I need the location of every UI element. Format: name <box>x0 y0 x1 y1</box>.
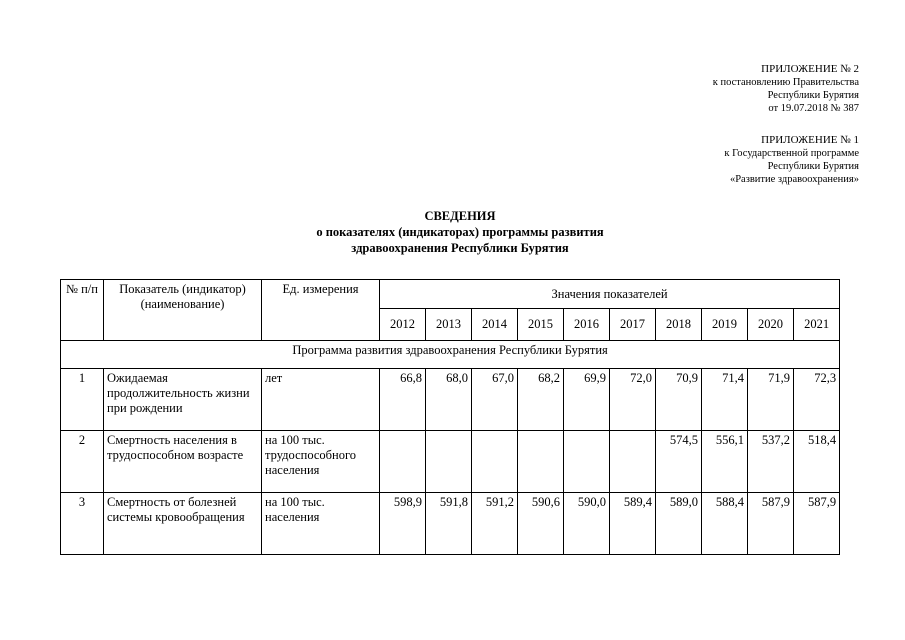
value-cell <box>564 431 610 493</box>
value-cell: 537,2 <box>748 431 794 493</box>
row-unit: на 100 тыс. трудоспособного населения <box>262 431 380 493</box>
indicators-table <box>60 279 840 555</box>
table-header-row <box>61 280 840 309</box>
value-cell <box>518 431 564 493</box>
year-header: 2021 <box>794 309 840 341</box>
year-header: 2012 <box>380 309 426 341</box>
appendix-2-line: к постановлению Правительства <box>712 77 859 88</box>
header-number: № п/п <box>61 280 104 341</box>
row-number: 1 <box>61 369 104 431</box>
value-cell: 589,0 <box>656 493 702 555</box>
value-cell: 67,0 <box>472 369 518 431</box>
value-cell <box>380 431 426 493</box>
value-cell: 587,9 <box>794 493 840 555</box>
appendix-2-block <box>713 62 859 115</box>
value-cell: 71,4 <box>702 369 748 431</box>
year-header: 2019 <box>702 309 748 341</box>
value-cell: 591,8 <box>426 493 472 555</box>
appendix-1-title: ПРИЛОЖЕНИЕ № 1 <box>761 134 859 146</box>
header-unit: Ед. измерения <box>262 280 380 341</box>
value-cell: 72,3 <box>794 369 840 431</box>
row-number: 2 <box>61 431 104 493</box>
appendix-1-line: «Развитие здравоохранения» <box>729 174 859 185</box>
section-title: Программа развития здравоохранения Республики Бурятия <box>61 341 840 369</box>
value-cell <box>610 431 656 493</box>
header-indicator: Показатель (индикатор) (наименование) <box>104 280 262 341</box>
row-unit: лет <box>262 369 380 431</box>
value-cell: 587,9 <box>748 493 794 555</box>
table-row <box>61 431 840 493</box>
appendix-2-line: от 19.07.2018 № 387 <box>768 103 859 114</box>
year-header: 2015 <box>518 309 564 341</box>
value-cell <box>426 431 472 493</box>
year-header: 2020 <box>748 309 794 341</box>
value-cell: 590,0 <box>564 493 610 555</box>
value-cell <box>472 431 518 493</box>
value-cell: 70,9 <box>656 369 702 431</box>
value-cell: 591,2 <box>472 493 518 555</box>
row-unit: на 100 тыс. населения <box>262 493 380 555</box>
year-header: 2013 <box>426 309 472 341</box>
header-values: Значения показателей <box>380 280 840 309</box>
table-row <box>61 369 840 431</box>
appendix-1-block <box>724 133 859 186</box>
appendix-2-line: Республики Бурятия <box>767 90 859 101</box>
value-cell: 598,9 <box>380 493 426 555</box>
row-indicator: Смертность от болезней системы кровообращения <box>104 493 262 555</box>
value-cell: 68,2 <box>518 369 564 431</box>
year-header: 2016 <box>564 309 610 341</box>
value-cell: 574,5 <box>656 431 702 493</box>
year-header: 2014 <box>472 309 518 341</box>
year-header: 2017 <box>610 309 656 341</box>
value-cell: 588,4 <box>702 493 748 555</box>
appendix-1-line: Республики Бурятия <box>767 161 859 172</box>
value-cell: 590,6 <box>518 493 564 555</box>
appendix-1-line: к Государственной программе <box>724 148 859 159</box>
value-cell: 71,9 <box>748 369 794 431</box>
value-cell: 72,0 <box>610 369 656 431</box>
year-header: 2018 <box>656 309 702 341</box>
table-row <box>61 493 840 555</box>
value-cell: 589,4 <box>610 493 656 555</box>
document-title-line: о показателях (индикаторах) программы развития <box>316 225 604 239</box>
document-title-line: здравоохранения Республики Бурятия <box>351 241 569 255</box>
value-cell: 66,8 <box>380 369 426 431</box>
appendix-2-title: ПРИЛОЖЕНИЕ № 2 <box>761 63 859 75</box>
row-indicator: Ожидаемая продолжительность жизни при рождении <box>104 369 262 431</box>
value-cell: 556,1 <box>702 431 748 493</box>
value-cell: 69,9 <box>564 369 610 431</box>
document-title <box>60 208 860 256</box>
value-cell: 68,0 <box>426 369 472 431</box>
section-row <box>61 341 840 369</box>
value-cell: 518,4 <box>794 431 840 493</box>
row-indicator: Смертность населения в трудоспособном возрасте <box>104 431 262 493</box>
row-number: 3 <box>61 493 104 555</box>
document-title-line: СВЕДЕНИЯ <box>424 209 496 223</box>
